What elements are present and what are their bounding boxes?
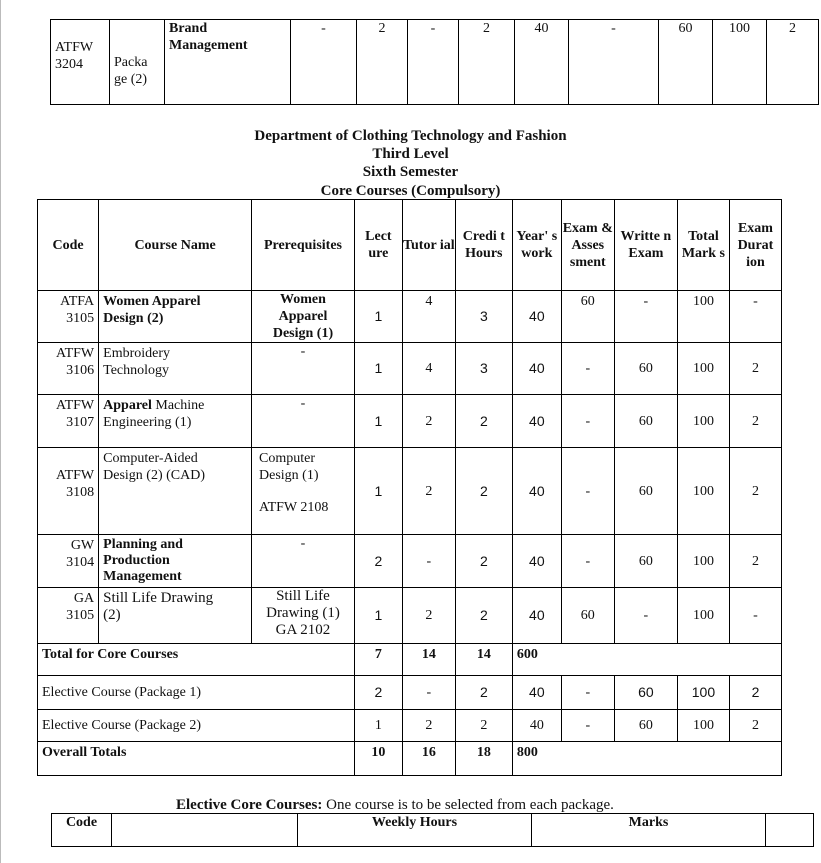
written-exam-cell: 60 <box>614 343 677 395</box>
total-label: Total for Core Courses <box>38 644 355 676</box>
exam-duration-cell: 2 <box>729 676 781 710</box>
written-exam-cell: - <box>614 291 677 343</box>
column-header-blank <box>112 814 298 847</box>
year-work-cell: 40 <box>512 448 561 535</box>
overall-total-label: Overall Totals <box>38 742 355 776</box>
tutorial-cell: 2 <box>402 448 455 535</box>
total-marks-cell: 100 <box>677 291 729 343</box>
course-name-cell: Planning and Production Management <box>99 535 252 588</box>
exam-assessment-cell: - <box>561 395 614 448</box>
tutorial-cell: - <box>402 535 455 588</box>
code-cell <box>51 20 110 105</box>
exam-assessment-cell: 60 <box>561 291 614 343</box>
exam-duration-cell: 2 <box>729 448 781 535</box>
column-header-weekly-hours: Weekly Hours <box>298 814 532 847</box>
exam-assessment-cell: 60 <box>561 588 614 644</box>
lecture-cell: 1 <box>354 343 402 395</box>
column-header-credit-hours: Credi t Hours <box>455 200 512 291</box>
credit-cell: 3 <box>455 291 512 343</box>
header-row <box>52 814 814 847</box>
written-exam-cell: - <box>614 588 677 644</box>
exam-duration-cell: 2 <box>729 395 781 448</box>
total-marks-cell: 100 <box>677 710 729 742</box>
core-courses-table <box>37 199 782 776</box>
column-header-lecture: Lect ure <box>354 200 402 291</box>
package-label: Packa <box>114 55 148 70</box>
written-exam-cell: 60 <box>614 710 677 742</box>
year-work-cell: 40 <box>512 291 561 343</box>
tutorial-cell: 2 <box>402 588 455 644</box>
lecture-cell: 1 <box>354 291 402 343</box>
tutorial-cell: 16 <box>402 742 455 776</box>
prereq-cell: Computer Design (1) ATFW 2108 <box>252 448 355 535</box>
tutorial-cell: 4 <box>402 343 455 395</box>
lecture-cell: 7 <box>354 644 402 676</box>
year-work-cell: 40 <box>512 710 561 742</box>
year-work-cell: 600 <box>512 644 781 676</box>
section-title: Core Courses (Compulsory) <box>320 183 501 199</box>
code-cell: ATFW 3106 <box>38 343 99 395</box>
code-prefix: ATFW <box>55 40 94 55</box>
course-name-cell: Apparel Machine Engineering (1) <box>99 395 252 448</box>
table-row <box>38 291 782 343</box>
code-cell: ATFW 3108 <box>38 448 99 535</box>
code-cell: ATFA 3105 <box>38 291 99 343</box>
exam-duration-cell: 2 <box>729 535 781 588</box>
level-title: Third Level <box>372 146 449 162</box>
elective-courses-table <box>51 813 814 847</box>
exam-duration-cell: - <box>729 588 781 644</box>
tutorial-cell: 14 <box>402 644 455 676</box>
column-header-marks: Marks <box>532 814 766 847</box>
table-row <box>38 343 782 395</box>
table-row <box>38 448 782 535</box>
year-work-cell: 40 <box>512 676 561 710</box>
total-marks-cell: 100 <box>713 20 767 105</box>
table-row <box>38 395 782 448</box>
elective-title: Elective Core Courses: One course is to be selected from each package. <box>176 797 614 813</box>
column-header-prerequisites: Prerequisites <box>252 200 355 291</box>
total-marks-cell: 100 <box>677 343 729 395</box>
column-header-year-work: Year' s work <box>512 200 561 291</box>
year-work-cell: 40 <box>512 343 561 395</box>
total-marks-cell: 100 <box>677 535 729 588</box>
year-work-cell: 40 <box>512 395 561 448</box>
total-marks-cell: 100 <box>677 588 729 644</box>
credit-cell: 3 <box>455 343 512 395</box>
elective-label: Elective Course (Package 2) <box>38 710 355 742</box>
prereq-cell: - <box>252 535 355 588</box>
prereq-cell: - <box>252 343 355 395</box>
course-name: Brand Management <box>165 20 291 105</box>
year-work-cell: 40 <box>512 588 561 644</box>
column-header-tutorial: Tutor ial <box>402 200 455 291</box>
package-cell <box>110 20 165 105</box>
table-row <box>38 588 782 644</box>
header-row <box>38 200 782 291</box>
column-header-code: Code <box>38 200 99 291</box>
column-header-course-name: Course Name <box>99 200 252 291</box>
top-continuation-table <box>50 19 819 105</box>
table-row <box>38 535 782 588</box>
written-exam-cell: 60 <box>614 448 677 535</box>
tutorial-cell: - <box>408 20 459 105</box>
lecture-cell: 2 <box>357 20 408 105</box>
lecture-cell: 2 <box>354 535 402 588</box>
year-work-cell: 40 <box>515 20 569 105</box>
code-number: 3204 <box>55 57 83 72</box>
written-exam-cell: 60 <box>614 395 677 448</box>
tutorial-cell: 2 <box>402 710 455 742</box>
column-header-written-exam: Writte n Exam <box>614 200 677 291</box>
elective-row <box>38 710 782 742</box>
written-exam-cell: 60 <box>659 20 713 105</box>
credit-cell: 2 <box>455 535 512 588</box>
credit-cell: 14 <box>455 644 512 676</box>
course-name-cell: Still Life Drawing (2) <box>99 588 252 644</box>
column-header-code: Code <box>52 814 112 847</box>
written-exam-cell: 60 <box>614 676 677 710</box>
prereq-cell: Women Apparel Design (1) <box>252 291 355 343</box>
column-header-exam-assessment: Exam & Asses sment <box>561 200 614 291</box>
lecture-cell: 1 <box>354 588 402 644</box>
tutorial-cell: - <box>402 676 455 710</box>
credit-cell: 2 <box>455 588 512 644</box>
table-row <box>51 20 819 105</box>
total-marks-cell: 100 <box>677 676 729 710</box>
exam-assessment-cell: - <box>561 448 614 535</box>
semester-title: Sixth Semester <box>362 164 459 180</box>
exam-assessment-cell: - <box>569 20 659 105</box>
credit-cell: 18 <box>455 742 512 776</box>
exam-assessment-cell: - <box>561 343 614 395</box>
elective-row <box>38 676 782 710</box>
elective-label: Elective Course (Package 1) <box>38 676 355 710</box>
total-row <box>38 644 782 676</box>
column-header-blank <box>766 814 814 847</box>
credit-cell: 2 <box>455 710 512 742</box>
column-header-exam-duration: Exam Durat ion <box>729 200 781 291</box>
credit-cell: 2 <box>455 676 512 710</box>
exam-duration-cell: 2 <box>729 343 781 395</box>
total-marks-cell: 100 <box>677 395 729 448</box>
lecture-cell: 2 <box>354 676 402 710</box>
exam-assessment-cell: - <box>561 535 614 588</box>
credit-cell: 2 <box>455 395 512 448</box>
tutorial-cell: 4 <box>402 291 455 343</box>
prereq-cell: - <box>291 20 357 105</box>
lecture-cell: 1 <box>354 395 402 448</box>
prereq-cell: Still Life Drawing (1) GA 2102 <box>252 588 355 644</box>
exam-assessment-cell: - <box>561 676 614 710</box>
total-row <box>38 742 782 776</box>
department-title: Department of Clothing Technology and Fashion <box>254 128 567 144</box>
prereq-cell: - <box>252 395 355 448</box>
course-name-cell: Computer-Aided Design (2) (CAD) <box>99 448 252 535</box>
package-label: ge (2) <box>114 72 148 87</box>
code-cell: GA 3105 <box>38 588 99 644</box>
tutorial-cell: 2 <box>402 395 455 448</box>
exam-duration-cell: 2 <box>729 710 781 742</box>
course-name-cell: Embroidery Technology <box>99 343 252 395</box>
code-cell: GW 3104 <box>38 535 99 588</box>
exam-assessment-cell: - <box>561 710 614 742</box>
year-work-cell: 40 <box>512 535 561 588</box>
total-marks-cell: 100 <box>677 448 729 535</box>
course-name-cell: Women Apparel Design (2) <box>99 291 252 343</box>
written-exam-cell: 60 <box>614 535 677 588</box>
lecture-cell: 10 <box>354 742 402 776</box>
code-cell: ATFW 3107 <box>38 395 99 448</box>
column-header-total-marks: Total Mark s <box>677 200 729 291</box>
year-work-cell: 800 <box>512 742 781 776</box>
credit-cell: 2 <box>459 20 515 105</box>
lecture-cell: 1 <box>354 710 402 742</box>
credit-cell: 2 <box>455 448 512 535</box>
lecture-cell: 1 <box>354 448 402 535</box>
exam-duration-cell: - <box>729 291 781 343</box>
exam-duration-cell: 2 <box>767 20 819 105</box>
